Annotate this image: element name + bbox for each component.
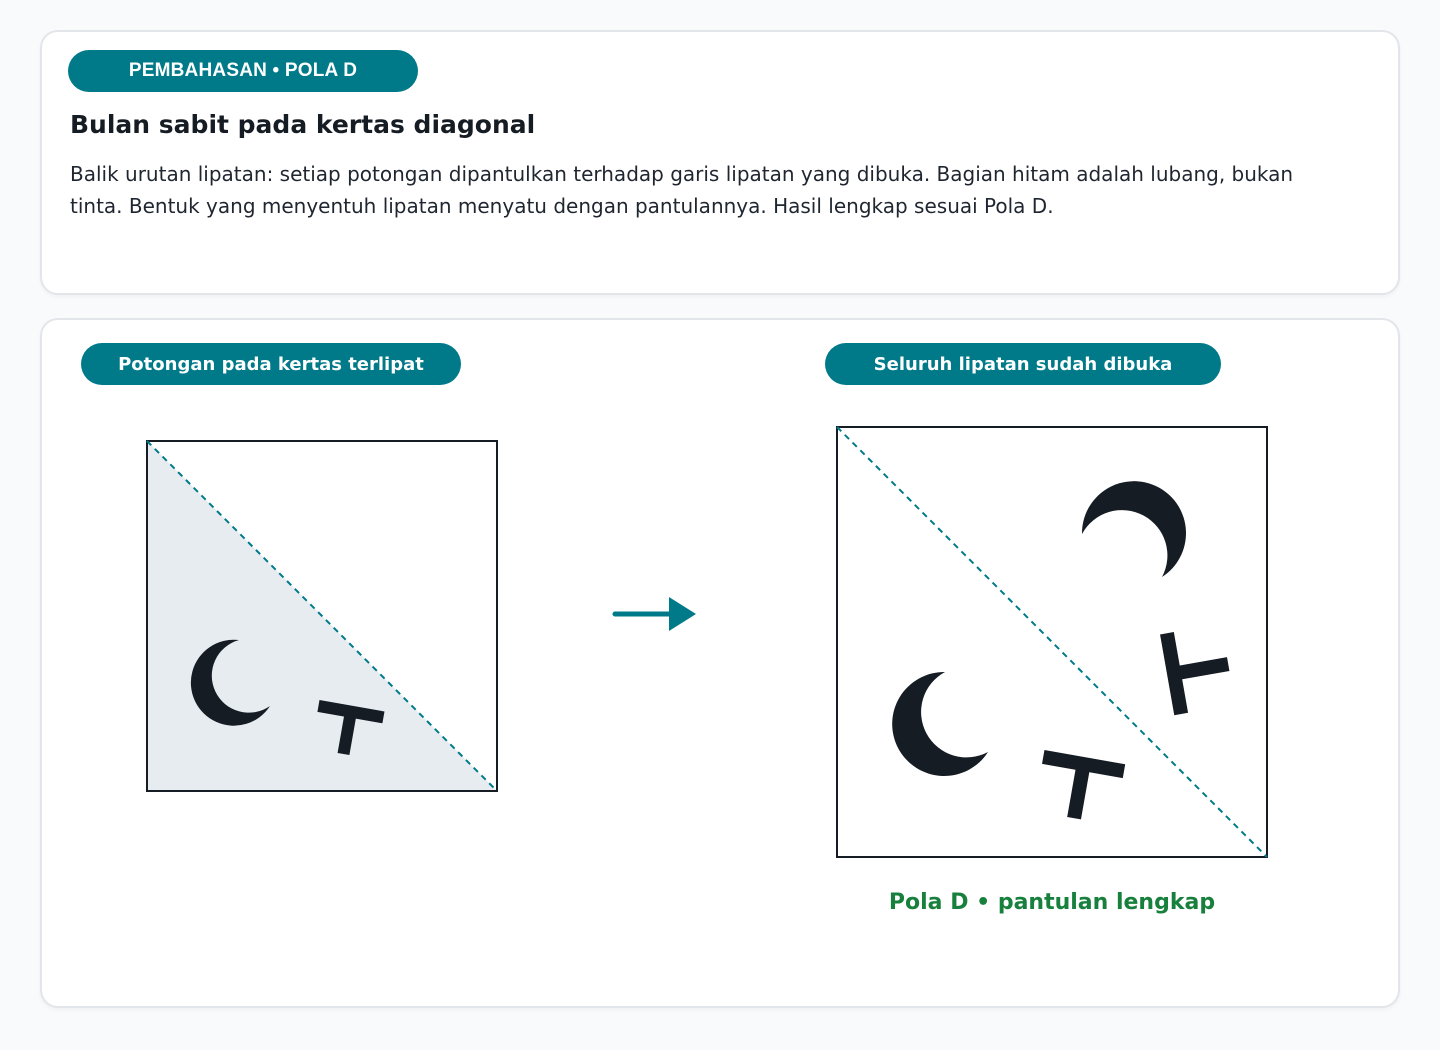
- unfolded-paper-label: Seluruh lipatan sudah dibuka: [825, 343, 1221, 385]
- explanation-text: Balik urutan lipatan: setiap potongan dipantulkan terhadap garis lipatan yang dibuka. Bagian hitam adalah lubang, bukan tinta. Bentuk yang menyentuh lipatan menyatu dengan pantulannya. Hasil lengkap sesuai Pola D.: [70, 162, 1294, 218]
- page-title: Bulan sabit pada kertas diagonal: [70, 110, 536, 139]
- arrow-right-icon: [612, 592, 702, 636]
- result-caption: Pola D • pantulan lengkap: [888, 890, 1216, 915]
- folded-paper-figure: [144, 438, 500, 794]
- unfolded-paper-figure: [834, 424, 1270, 860]
- pattern-badge: PEMBAHASAN • POLA D: [68, 50, 418, 92]
- folded-paper-label: Potongan pada kertas terlipat: [81, 343, 461, 385]
- diagram-card: [40, 318, 1400, 1008]
- explanation-card: [40, 30, 1400, 295]
